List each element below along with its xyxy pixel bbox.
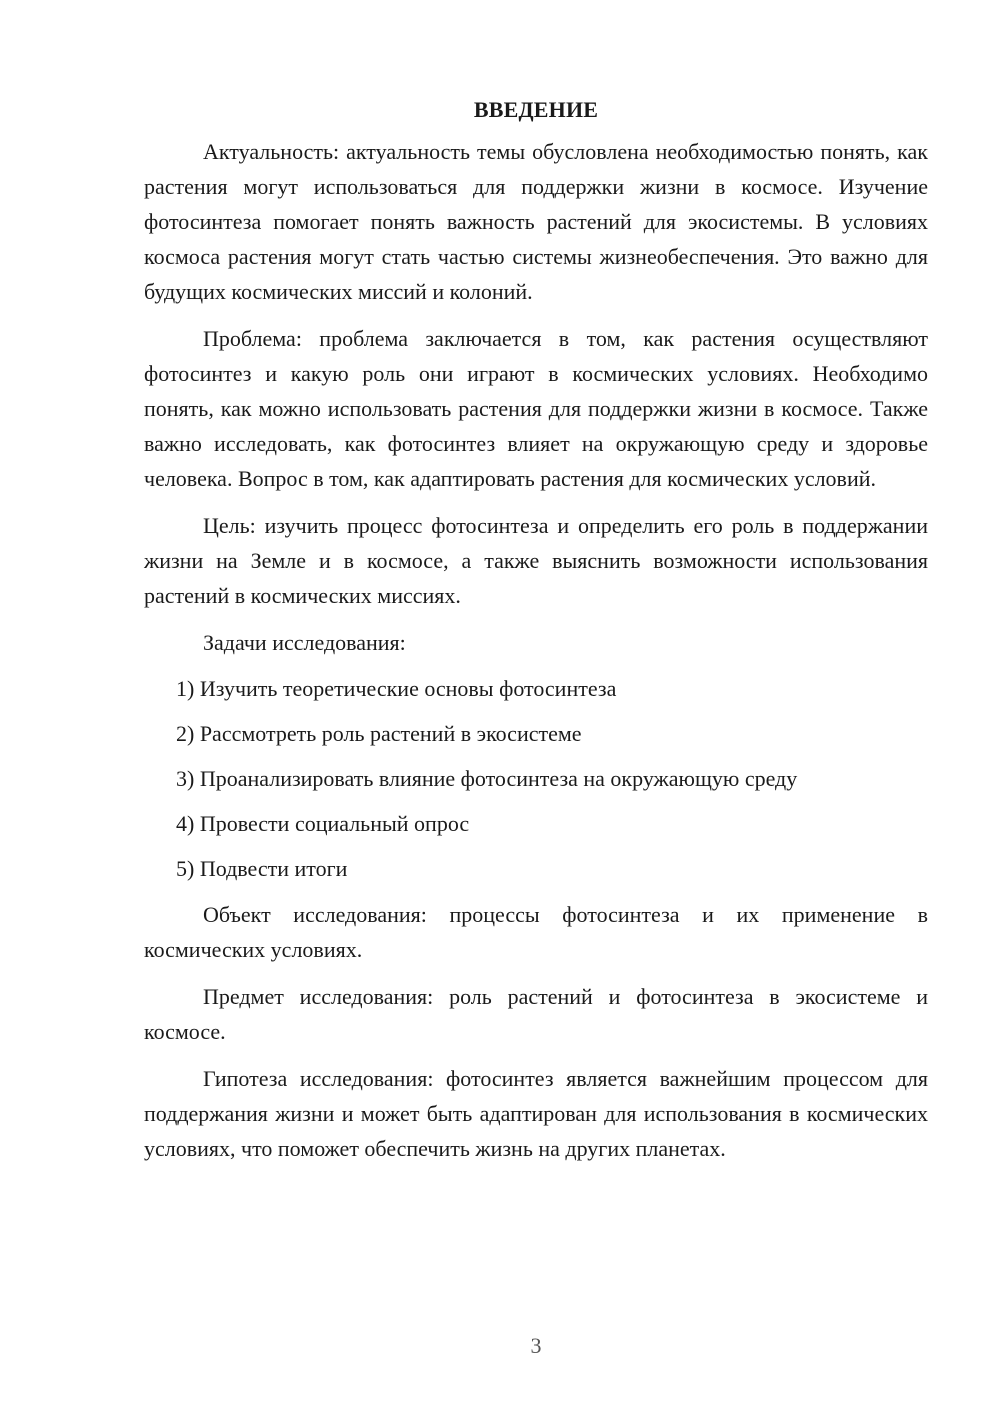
task-item-2: 2) Рассмотреть роль растений в экосистеме [176,721,582,746]
paragraph-goal: Цель: изучить процесс фотосинтеза и определить его роль в поддержании жизни на Земле и в космосе, а также выяснить возможности использования растений в космических миссиях. [144,513,928,608]
section-title: ВВЕДЕНИЕ [473,97,599,122]
paragraph-object: Объект исследования: процессы фотосинтеза и их применение в космических условиях. [144,902,928,962]
paragraph-tasks-heading: Задачи исследования: [203,630,406,655]
task-item-1: 1) Изучить теоретические основы фотосинтеза [176,676,617,701]
task-item-4: 4) Провести социальный опрос [176,811,470,836]
task-item-5: 5) Подвести итоги [176,856,348,881]
paragraph-hypothesis: Гипотеза исследования: фотосинтез является важнейшим процессом для поддержания жизни и может быть адаптирован для использования в космических условиях, что поможет обеспечить жизнь на других планетах. [144,1066,928,1161]
paragraph-relevance: Актуальность: актуальность темы обусловлена необходимостью понять, как растения могут использоваться для поддержки жизни в космосе. Изучение фотосинтеза помогает понять важность растений для экосистемы. В условиях космоса растения могут стать частью системы жизнеобеспечения. Это важно для будущих космических миссий и колоний. [144,139,928,304]
document-body [144,96,928,1178]
page-number: 3 [530,1333,542,1358]
paragraph-problem: Проблема: проблема заключается в том, как растения осуществляют фотосинтез и какую роль они играют в космических условиях. Необходимо понять, как можно использовать растения для поддержки жизни в космосе. Также важно исследовать, как фотосинтез влияет на окружающую среду и здоровье человека. Вопрос в том, как адаптировать растения для космических условий. [144,326,928,491]
task-item-3: 3) Проанализировать влияние фотосинтеза на окружающую среду [176,766,798,791]
task-list [144,672,928,885]
paragraph-subject: Предмет исследования: роль растений и фотосинтеза в экосистеме и космосе. [144,984,928,1044]
